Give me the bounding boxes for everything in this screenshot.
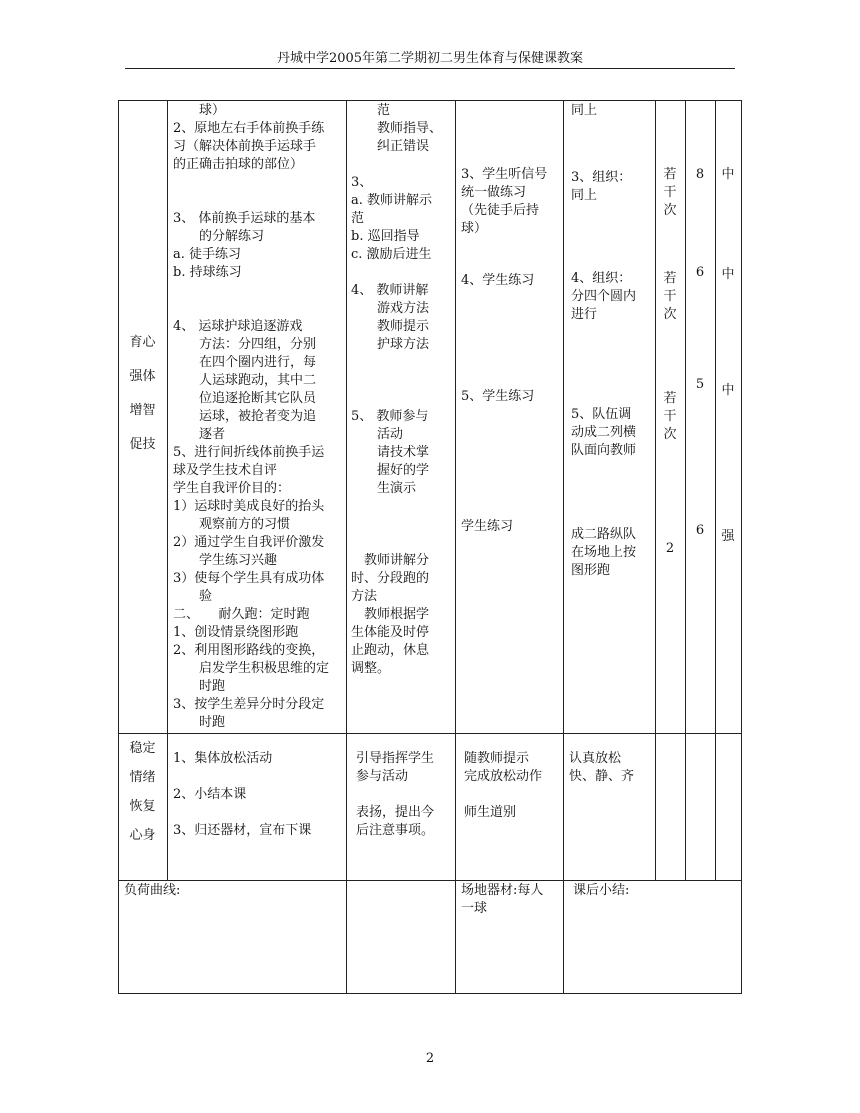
content-line: 习（解决体前换手运球手 bbox=[173, 139, 317, 154]
teacher-line: 教师讲解分 bbox=[351, 553, 430, 568]
teacher-line: 引导指挥学生 bbox=[356, 751, 435, 766]
teacher-line bbox=[351, 498, 453, 516]
row1-minutes-m5: 5 bbox=[695, 377, 705, 392]
org-line: 快、静、齐 bbox=[569, 769, 635, 784]
teacher-line bbox=[351, 516, 453, 534]
teacher-line: c. 激励后进生 bbox=[351, 247, 432, 262]
teacher-line: 请技术掌 bbox=[351, 445, 430, 460]
goal-line: 心身 bbox=[129, 828, 156, 843]
summary-label: 课后小结: bbox=[573, 883, 630, 898]
teacher-line: 范 bbox=[351, 103, 391, 118]
row2-teacher bbox=[356, 750, 454, 840]
teacher-line: 表扬，提出今 bbox=[356, 805, 435, 820]
row1-org-o0 bbox=[571, 102, 655, 120]
teacher-line: 握好的学 bbox=[351, 463, 430, 478]
content-line: 的分解练习 bbox=[173, 229, 265, 244]
times-line: 次 bbox=[663, 427, 677, 442]
content-line: 二、 耐久跑：定时跑 bbox=[173, 607, 310, 622]
content-line: 3、归还器材，宣布下课 bbox=[173, 823, 312, 838]
row1-minutes-m6: 6 bbox=[695, 523, 705, 538]
content-line: 4、 运球护球追逐游戏 bbox=[173, 319, 303, 334]
content-line bbox=[173, 768, 343, 786]
org-line: 进行 bbox=[571, 307, 598, 322]
equipment-line: 一球 bbox=[461, 901, 488, 916]
org-line: 同上 bbox=[571, 188, 598, 203]
content-line: 2、利用图形路线的变换， bbox=[173, 643, 325, 658]
goal-line: 恢复 bbox=[129, 799, 156, 814]
content-line: 验 bbox=[173, 589, 213, 604]
student-line: 4、学生练习 bbox=[461, 273, 535, 288]
content-line: 方法：分四组，分别 bbox=[173, 337, 317, 352]
times-line: 若 bbox=[663, 271, 677, 286]
content-line: 2、原地左右手体前换手练 bbox=[173, 121, 325, 136]
student-line: 球） bbox=[461, 221, 488, 236]
page-header-title: 丹城中学2005年第二学期初二男生体育与保健课教案 bbox=[276, 51, 584, 66]
row1-student-s3 bbox=[461, 166, 561, 238]
times-line: 干 bbox=[663, 409, 677, 424]
content-line: 观察前方的习惯 bbox=[173, 517, 291, 532]
student-line: 完成放松动作 bbox=[464, 769, 543, 784]
student-line: 3、学生听信号 bbox=[461, 167, 548, 182]
content-line bbox=[173, 192, 343, 210]
row1-student-s6 bbox=[461, 518, 561, 536]
times-line: 2 bbox=[665, 541, 675, 556]
content-line: 5、进行间折线体前换手运 bbox=[173, 445, 325, 460]
org-line: 队面向教师 bbox=[571, 443, 637, 458]
org-line: 认真放松 bbox=[569, 751, 622, 766]
content-line: b. 持球练习 bbox=[173, 265, 242, 280]
teacher-line bbox=[351, 372, 453, 390]
teacher-line: 教师提示 bbox=[351, 319, 430, 334]
col-divider-4 bbox=[563, 100, 564, 993]
table-border-left bbox=[118, 100, 119, 993]
teacher-line: 止跑动，休息 bbox=[351, 643, 430, 658]
content-line: 时跑 bbox=[173, 715, 226, 730]
row1-intensity-i3: 中 bbox=[721, 167, 735, 182]
times-line: 若 bbox=[663, 391, 677, 406]
teacher-line: 4、 教师讲解 bbox=[351, 283, 429, 298]
teacher-line: 参与活动 bbox=[356, 769, 409, 784]
content-line: 学生自我评价目的： bbox=[173, 481, 291, 496]
goal-line: 促技 bbox=[129, 437, 156, 452]
teacher-line: 调整。 bbox=[351, 661, 391, 676]
content-line: 的正确击拍球的部位） bbox=[173, 157, 304, 172]
student-line: （先徒手后持 bbox=[461, 203, 540, 218]
teacher-line: 教师根据学 bbox=[351, 607, 430, 622]
teacher-line: a. 教师讲解示 bbox=[351, 193, 433, 208]
load-curve-label: 负荷曲线: bbox=[124, 883, 181, 898]
table-border-bottom bbox=[118, 993, 742, 994]
teacher-line: 游戏方法 bbox=[351, 301, 430, 316]
content-line bbox=[173, 174, 343, 192]
content-line: 时跑 bbox=[173, 679, 226, 694]
equipment-line: 场地器材:每人 bbox=[461, 883, 544, 898]
times-line: 次 bbox=[663, 203, 677, 218]
row1-intensity-i6: 强 bbox=[721, 529, 735, 544]
row1-intensity-i5: 中 bbox=[721, 383, 735, 398]
teacher-line bbox=[356, 786, 454, 804]
times-line: 干 bbox=[663, 185, 677, 200]
org-line: 5、队伍调 bbox=[571, 407, 632, 422]
col-divider-3 bbox=[455, 100, 456, 993]
row1-times-t5 bbox=[655, 390, 685, 444]
row1-goal bbox=[118, 326, 167, 462]
content-line: 学生练习兴趣 bbox=[173, 553, 278, 568]
table-border-top bbox=[118, 100, 742, 101]
teacher-line: 生体能及时停 bbox=[351, 625, 430, 640]
teacher-line: 方法 bbox=[351, 589, 378, 604]
row2-content bbox=[173, 750, 343, 840]
row2-org bbox=[569, 750, 655, 786]
content-line: 在四个圈内进行，每 bbox=[173, 355, 317, 370]
row1-times-t3 bbox=[655, 166, 685, 220]
student-line: 随教师提示 bbox=[464, 751, 530, 766]
teacher-line: 教师指导、 bbox=[351, 121, 443, 136]
row1-org-o6 bbox=[571, 526, 655, 580]
row1-org-o3 bbox=[571, 169, 655, 205]
org-line: 同上 bbox=[571, 103, 598, 118]
content-line: 3、 体前换手运球的基本 bbox=[173, 211, 316, 226]
times-line: 干 bbox=[663, 289, 677, 304]
teacher-line bbox=[351, 390, 453, 408]
table-border-right bbox=[741, 100, 742, 993]
org-line: 动成二列横 bbox=[571, 425, 637, 440]
content-line: 2）通过学生自我评价激发 bbox=[173, 535, 325, 550]
org-line: 3、组织： bbox=[571, 170, 632, 185]
content-line: 人运球跑动，其中二 bbox=[173, 373, 317, 388]
content-line: 1、创设情景绕图形跑 bbox=[173, 625, 299, 640]
teacher-line: 护球方法 bbox=[351, 337, 430, 352]
goal-line: 稳定 bbox=[129, 741, 156, 756]
row1-student-s5 bbox=[461, 388, 561, 406]
org-line: 分四个圆内 bbox=[571, 289, 637, 304]
col-divider-2 bbox=[346, 100, 347, 993]
teacher-line: 5、 教师参与 bbox=[351, 409, 429, 424]
content-line: 3、按学生差异分时分段定 bbox=[173, 697, 325, 712]
goal-line: 增智 bbox=[129, 403, 156, 418]
goal-line: 强体 bbox=[129, 369, 156, 384]
teacher-line bbox=[351, 534, 453, 552]
teacher-line: 生演示 bbox=[351, 481, 417, 496]
equipment-cell bbox=[461, 882, 561, 918]
org-line: 图形跑 bbox=[571, 563, 611, 578]
content-line: 1）运球时美成良好的抬头 bbox=[173, 499, 325, 514]
col-divider-6 bbox=[685, 100, 686, 880]
row2-student bbox=[464, 750, 562, 822]
row-divider-2 bbox=[118, 880, 742, 881]
content-line: 逐者 bbox=[173, 427, 226, 442]
content-line: 3）使每个学生具有成功体 bbox=[173, 571, 325, 586]
org-line: 4、组织： bbox=[571, 271, 632, 286]
col-divider-7 bbox=[715, 100, 716, 880]
content-line bbox=[173, 282, 343, 300]
row1-times-t4 bbox=[655, 270, 685, 324]
content-line: 2、小结本课 bbox=[173, 787, 247, 802]
content-line: 启发学生积极思维的定 bbox=[173, 661, 330, 676]
content-line: a. 徒手练习 bbox=[173, 247, 242, 262]
teacher-line: 时、分段跑的 bbox=[351, 571, 430, 586]
row-divider-1 bbox=[118, 733, 742, 734]
teacher-line: 活动 bbox=[351, 427, 404, 442]
content-line: 1、集体放松活动 bbox=[173, 751, 273, 766]
row1-content bbox=[173, 102, 343, 732]
row1-times-t6 bbox=[655, 540, 685, 558]
student-line bbox=[464, 786, 562, 804]
teacher-line: 后注意事项。 bbox=[356, 823, 435, 838]
header-rule bbox=[125, 68, 735, 69]
org-line: 成二路纵队 bbox=[571, 527, 637, 542]
times-line: 次 bbox=[663, 307, 677, 322]
student-line: 学生练习 bbox=[461, 519, 514, 534]
content-line: 运球，被抢者变为追 bbox=[173, 409, 317, 424]
row1-org-o4 bbox=[571, 270, 655, 324]
row1-teacher bbox=[351, 102, 453, 678]
org-line: 在场地上按 bbox=[571, 545, 637, 560]
content-line: 球） bbox=[173, 103, 226, 118]
teacher-line bbox=[351, 156, 453, 174]
content-line: 球及学生技术自评 bbox=[173, 463, 278, 478]
row1-intensity-i4: 中 bbox=[721, 267, 735, 282]
student-line: 师生道别 bbox=[464, 805, 517, 820]
content-line bbox=[173, 300, 343, 318]
student-line: 5、学生练习 bbox=[461, 389, 535, 404]
teacher-line bbox=[351, 354, 453, 372]
goal-line: 情绪 bbox=[129, 770, 156, 785]
row1-minutes-m3: 8 bbox=[695, 167, 705, 182]
row1-minutes-m4: 6 bbox=[695, 265, 705, 280]
teacher-line: b. 巡回指导 bbox=[351, 229, 420, 244]
col-divider-1 bbox=[167, 100, 168, 880]
page-number: 2 bbox=[425, 1051, 435, 1066]
content-line: 位追逐抢断其它队员 bbox=[173, 391, 317, 406]
row2-goal bbox=[118, 734, 167, 850]
goal-line: 育心 bbox=[129, 335, 156, 350]
times-line: 若 bbox=[663, 167, 677, 182]
content-line bbox=[173, 804, 343, 822]
row1-org-o5 bbox=[571, 406, 655, 460]
teacher-line bbox=[351, 264, 453, 282]
teacher-line: 范 bbox=[351, 211, 365, 226]
teacher-line: 纠正错误 bbox=[351, 139, 430, 154]
teacher-line: 3、 bbox=[351, 175, 373, 190]
row1-student-s4 bbox=[461, 272, 561, 290]
student-line: 统一做练习 bbox=[461, 185, 527, 200]
